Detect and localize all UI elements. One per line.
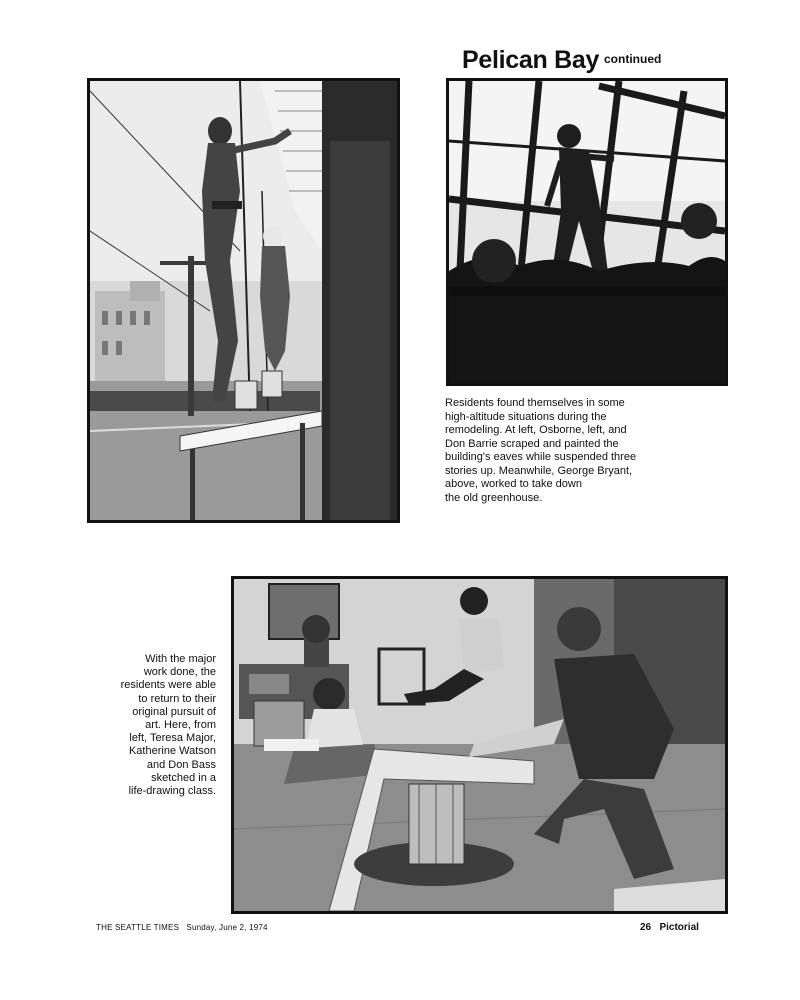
footer-page [640,922,699,933]
caption-line: building's eaves while suspended three [445,451,637,463]
caption-line: original pursuit of [132,705,216,718]
caption-line: high-altitude situations during the [445,410,607,423]
greenhouse-frame-photo [446,78,728,386]
caption-line: left, Teresa Major, [129,732,216,745]
caption-line: work done, the [143,666,216,679]
caption-line: Residents found themselves in some [445,397,625,409]
page-number: 26 [640,922,652,933]
caption-line: life-drawing class. [128,785,216,798]
caption-line: residents were able [120,679,216,692]
scaffold-painting-illustration [90,81,397,520]
caption-line: sketched in a [151,771,216,784]
newspaper-name: THE SEATTLE TIMES [96,923,180,932]
publication-date: Sunday, June 2, 1974 [186,923,268,932]
caption-line: With the major [145,653,216,665]
caption-line: and Don Bass [146,758,216,771]
caption-line: to return to their [138,692,216,705]
caption-line: Katherine Watson [128,745,216,758]
life-drawing-caption [112,653,216,798]
caption-line: the old greenhouse. [445,491,543,504]
life-drawing-class-illustration [234,579,725,911]
page-title: Pelican Bay [462,46,600,74]
footer-masthead [96,923,268,932]
caption-line: remodeling. At left, Osborne, left, and [445,424,627,436]
caption-line: Don Barrie scraped and painted the [445,437,619,450]
section-name: Pictorial [659,922,699,933]
caption-line: stories up. Meanwhile, George Bryant, [445,464,633,477]
greenhouse-frame-illustration [449,81,725,383]
continued-label: continued [604,52,662,66]
greenhouse-caption [445,397,667,505]
life-drawing-class-photo [231,576,728,914]
caption-line: above, worked to take down [445,478,582,490]
caption-line: art. Here, from [145,719,216,732]
scaffold-painting-photo [87,78,400,523]
